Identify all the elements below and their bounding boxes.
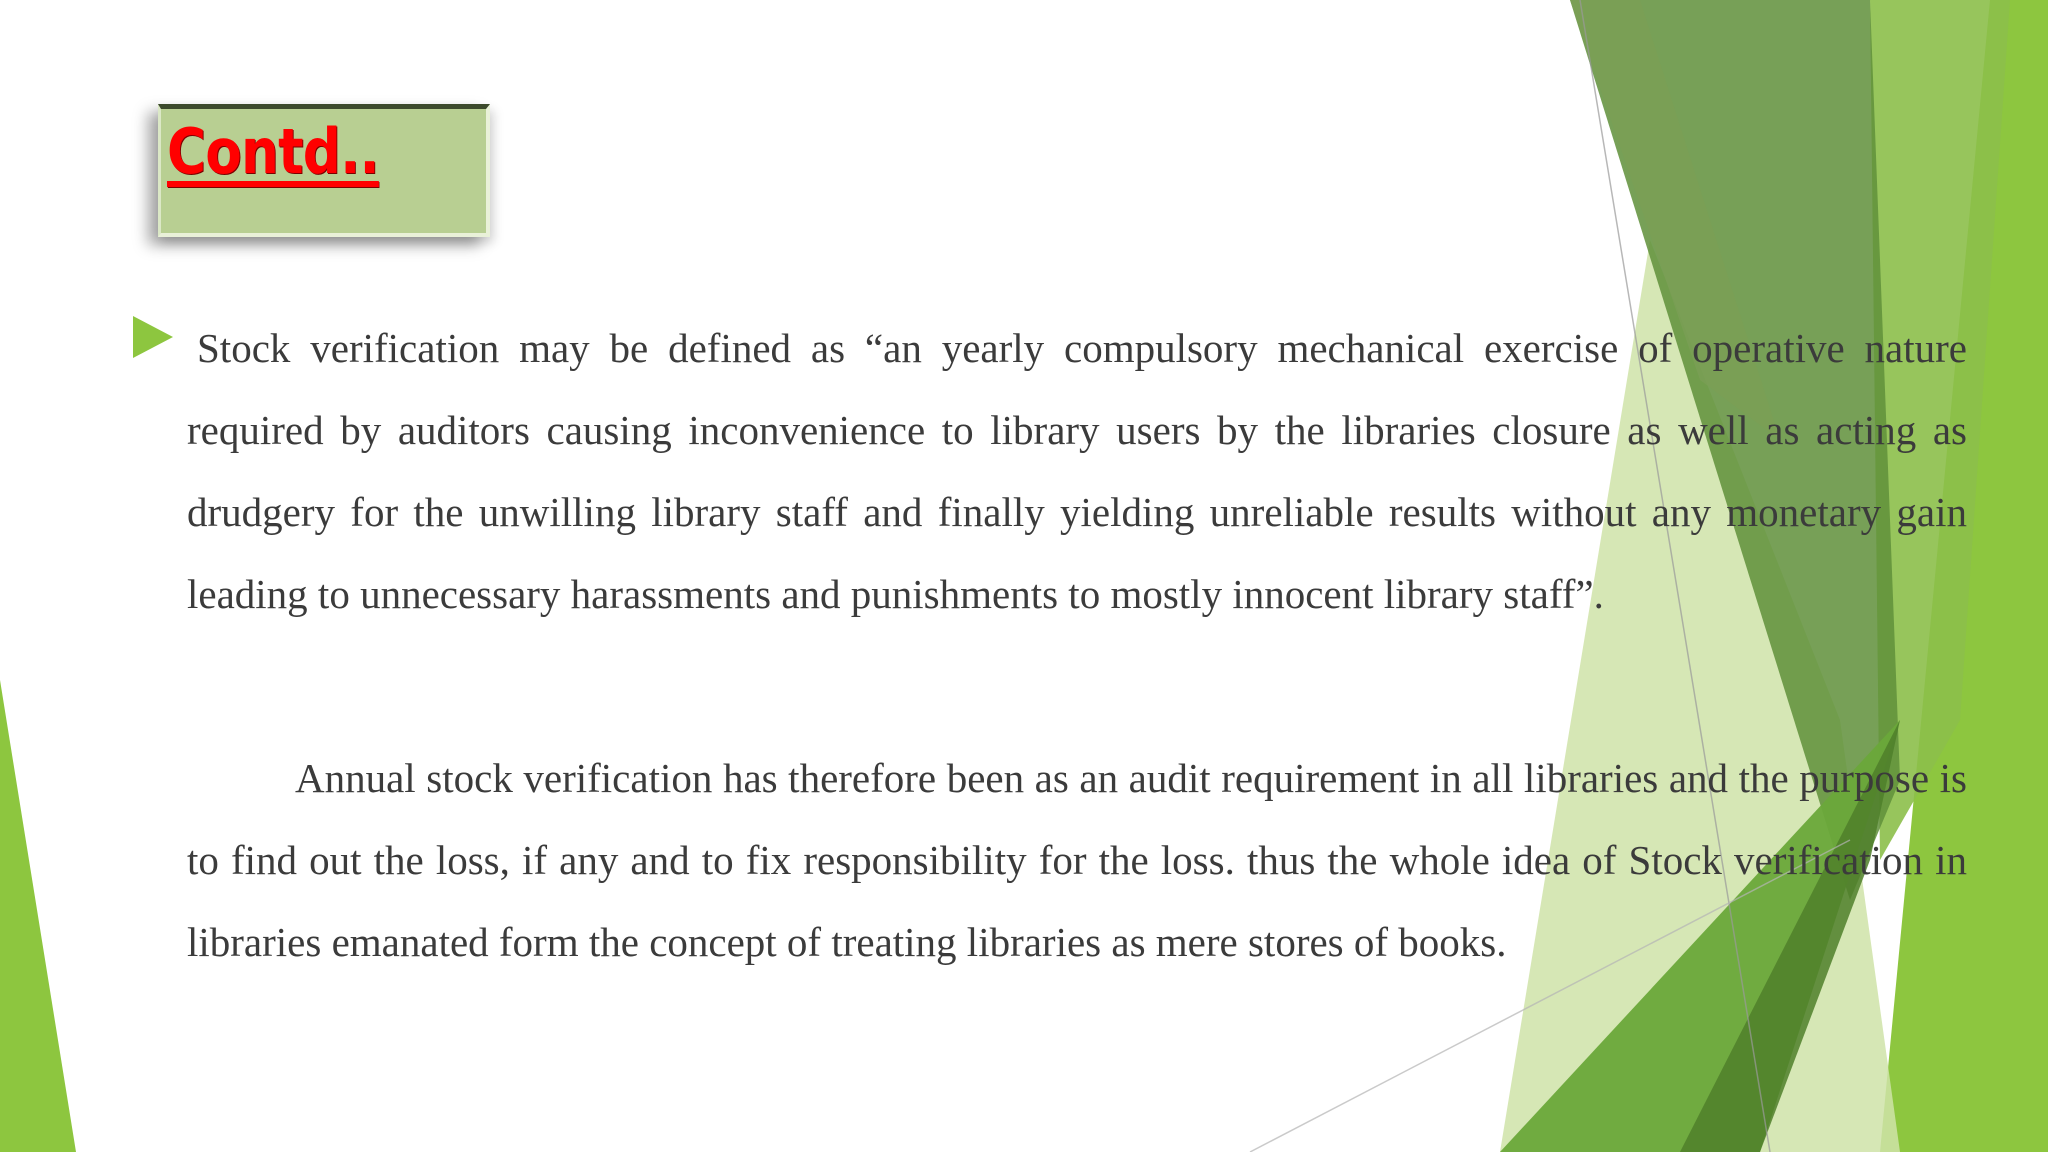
paragraph-annual-verification: Annual stock verification has therefore been as an audit requirement in all libraries and the purpose is to find out the loss, if any and to fix responsibility for the loss. thus the whole idea of Stock verification in libraries emanated form the concept of treating libraries as mere stores of books. [187, 755, 1967, 965]
bullet-arrow-icon [133, 316, 173, 358]
paragraph-definition-text: Stock verification may be defined as “an yearly compulsory mechanical exercise of operative nature required by auditors causing inconvenience to library users by the libraries closure as well as acting as drudgery for the unwilling library staff and finally yielding unreliable results without any monetary gain leading to unnecessary harassments and punishments to mostly innocent library staff”. [187, 325, 1967, 617]
slide-title: Contd.. [167, 115, 379, 188]
title-box [158, 104, 490, 237]
paragraph-definition [187, 307, 1967, 635]
left-green-sliver [0, 680, 76, 1152]
